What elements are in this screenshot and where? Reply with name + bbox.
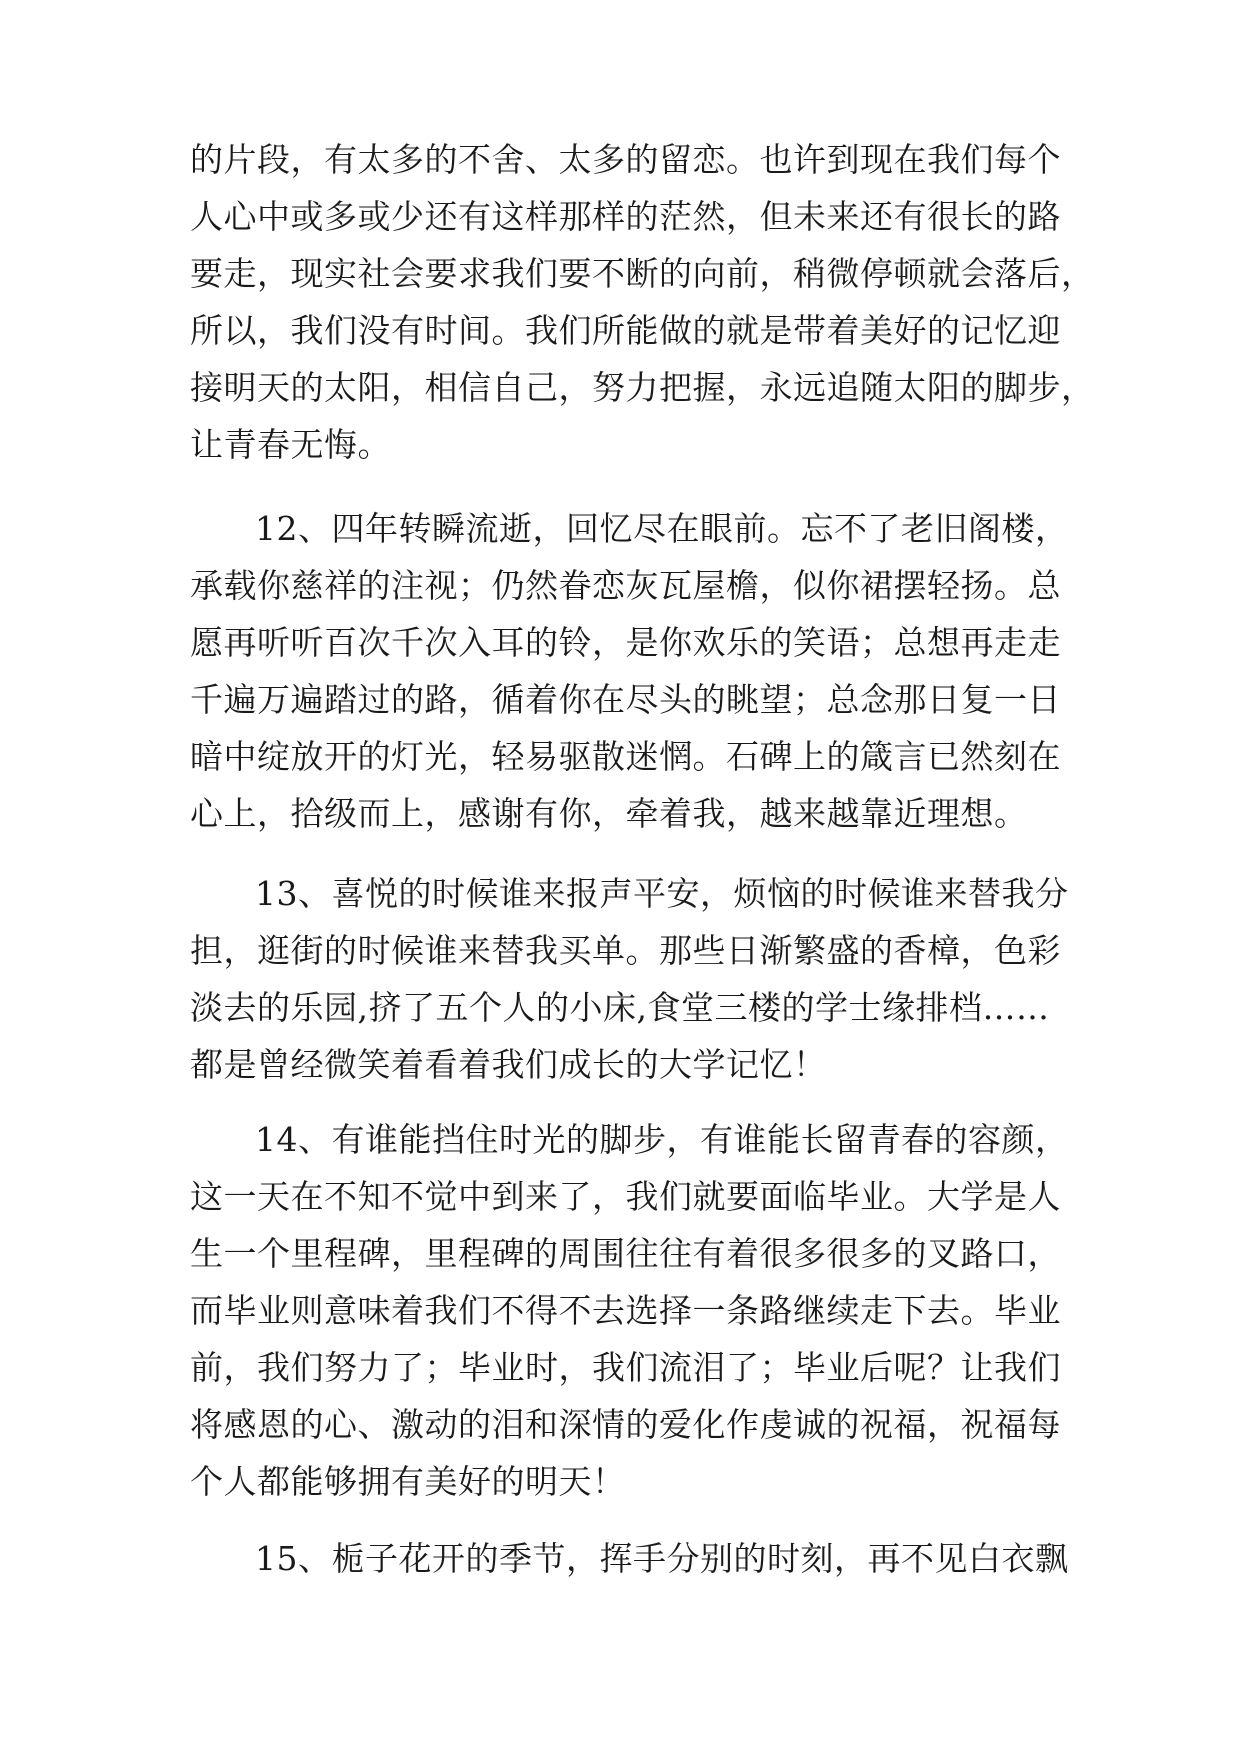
text-line: 的片段，有太多的不舍、太多的留恋。也许到现在我们每个	[190, 140, 1061, 179]
text-line: 担，逛街的时候谁来替我买单。那些日渐繁盛的香樟，色彩	[190, 931, 1061, 970]
text-line: 千遍万遍踏过的路，循着你在尽头的眺望；总念那日复一日	[190, 680, 1061, 719]
paragraph-14-first-line: 14、有谁能挡住时光的脚步，有谁能长留青春的容颜，	[255, 1120, 1069, 1159]
text-line: 要走，现实社会要求我们要不断的向前，稍微停顿就会落后，	[190, 254, 1095, 293]
text-line: 而毕业则意味着我们不得不去选择一条路继续走下去。毕业	[190, 1291, 1061, 1330]
text-line: 愿再听听百次千次入耳的铃，是你欢乐的笑语；总想再走走	[190, 623, 1061, 662]
text-line: 个人都能够拥有美好的明天！	[190, 1462, 626, 1501]
text-line: 心上，拾级而上，感谢有你，牵着我，越来越靠近理想。	[190, 794, 1028, 833]
text-line: 这一天在不知不觉中到来了，我们就要面临毕业。大学是人	[190, 1177, 1061, 1216]
text-line: 前，我们努力了；毕业时，我们流泪了；毕业后呢？让我们	[190, 1348, 1061, 1387]
text-line: 淡去的乐园,挤了五个人的小床,食堂三楼的学士缘排档……	[190, 988, 1050, 1027]
paragraph-13-first-line: 13、喜悦的时候谁来报声平安，烦恼的时候谁来替我分	[255, 874, 1069, 913]
text-line: 所以，我们没有时间。我们所能做的就是带着美好的记忆迎	[190, 311, 1061, 350]
text-line: 将感恩的心、激动的泪和深情的爱化作虔诚的祝福，祝福每	[190, 1405, 1061, 1444]
text-line: 生一个里程碑，里程碑的周围往往有着很多很多的叉路口，	[190, 1234, 1061, 1273]
paragraph-12-first-line: 12、四年转瞬流逝，回忆尽在眼前。忘不了老旧阁楼，	[255, 509, 1069, 548]
text-line: 人心中或多或少还有这样那样的茫然，但未来还有很长的路	[190, 197, 1061, 236]
paragraph-15-first-line: 15、栀子花开的季节，挥手分别的时刻，再不见白衣飘	[255, 1539, 1069, 1578]
text-line: 承载你慈祥的注视；仍然眷恋灰瓦屋檐，似你裙摆轻扬。总	[190, 566, 1061, 605]
text-line: 暗中绽放开的灯光，轻易驱散迷惘。石碑上的箴言已然刻在	[190, 737, 1061, 776]
text-line: 都是曾经微笑着看着我们成长的大学记忆！	[190, 1045, 827, 1084]
text-line: 接明天的太阳，相信自己，努力把握，永远追随太阳的脚步，	[190, 368, 1095, 407]
text-line: 让青春无悔。	[190, 425, 391, 464]
